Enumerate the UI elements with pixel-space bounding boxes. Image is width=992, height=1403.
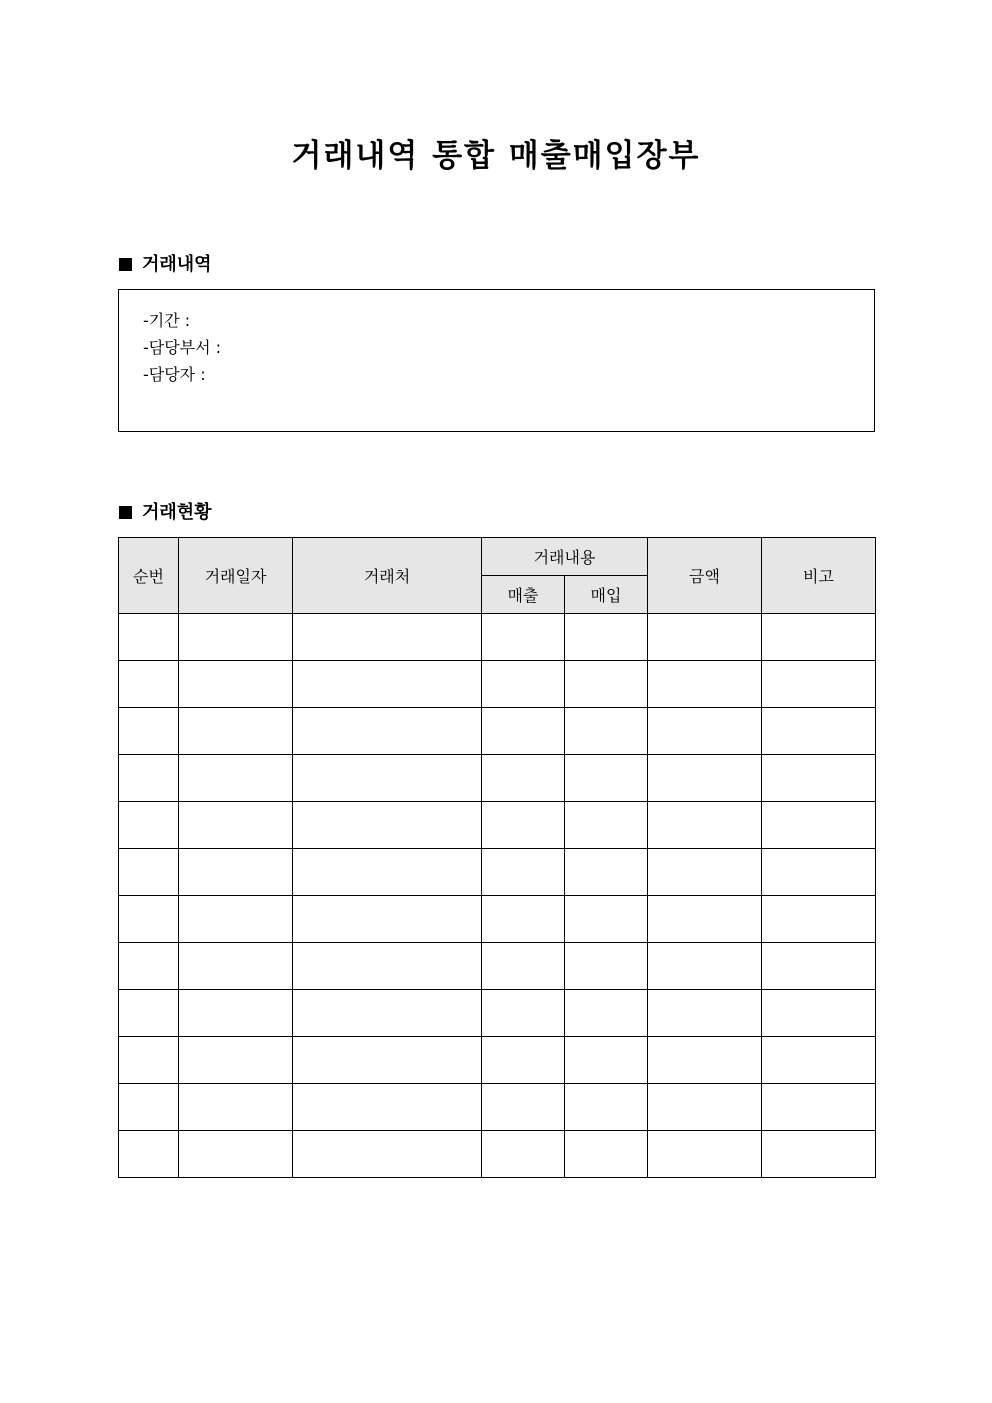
section-heading-transaction-details	[119, 253, 212, 277]
purchase-cell[interactable]	[565, 614, 648, 661]
table-row	[119, 1037, 876, 1084]
date-cell[interactable]	[179, 1131, 293, 1178]
partner-cell[interactable]	[293, 1037, 482, 1084]
amount-cell[interactable]	[648, 896, 762, 943]
square-bullet-icon	[119, 506, 132, 519]
partner-cell[interactable]	[293, 708, 482, 755]
seq-cell[interactable]	[119, 1084, 179, 1131]
seq-cell[interactable]	[119, 614, 179, 661]
table-row	[119, 1084, 876, 1131]
seq-cell[interactable]	[119, 1131, 179, 1178]
remarks-cell[interactable]	[762, 708, 876, 755]
amount-cell[interactable]	[648, 943, 762, 990]
partner-cell[interactable]	[293, 990, 482, 1037]
sales-cell[interactable]	[482, 990, 565, 1037]
partner-cell[interactable]	[293, 1084, 482, 1131]
header-sales: 매출	[482, 576, 565, 614]
remarks-cell[interactable]	[762, 990, 876, 1037]
section-heading-label: 거래내역	[142, 254, 212, 275]
department-field[interactable]: -담당부서 :	[143, 338, 222, 357]
sales-cell[interactable]	[482, 802, 565, 849]
partner-cell[interactable]	[293, 896, 482, 943]
date-cell[interactable]	[179, 708, 293, 755]
remarks-cell[interactable]	[762, 1037, 876, 1084]
header-remarks: 비고	[762, 538, 876, 614]
section-heading-transaction-status	[119, 501, 212, 525]
amount-cell[interactable]	[648, 708, 762, 755]
partner-cell[interactable]	[293, 614, 482, 661]
table-row	[119, 802, 876, 849]
page-title: 거래내역 통합 매출매입장부	[291, 138, 701, 174]
sales-cell[interactable]	[482, 708, 565, 755]
partner-cell[interactable]	[293, 661, 482, 708]
sales-cell[interactable]	[482, 896, 565, 943]
table-row	[119, 661, 876, 708]
sales-cell[interactable]	[482, 661, 565, 708]
date-cell[interactable]	[179, 943, 293, 990]
seq-cell[interactable]	[119, 990, 179, 1037]
amount-cell[interactable]	[648, 661, 762, 708]
table-row	[119, 943, 876, 990]
date-cell[interactable]	[179, 755, 293, 802]
date-cell[interactable]	[179, 1084, 293, 1131]
remarks-cell[interactable]	[762, 896, 876, 943]
remarks-cell[interactable]	[762, 614, 876, 661]
purchase-cell[interactable]	[565, 1084, 648, 1131]
header-amount: 금액	[648, 538, 762, 614]
remarks-cell[interactable]	[762, 661, 876, 708]
sales-cell[interactable]	[482, 1084, 565, 1131]
table-row	[119, 708, 876, 755]
section-heading-label: 거래현황	[142, 502, 212, 523]
sales-cell[interactable]	[482, 755, 565, 802]
date-cell[interactable]	[179, 896, 293, 943]
sales-cell[interactable]	[482, 614, 565, 661]
seq-cell[interactable]	[119, 849, 179, 896]
transaction-info-box	[118, 289, 875, 432]
seq-cell[interactable]	[119, 661, 179, 708]
amount-cell[interactable]	[648, 614, 762, 661]
header-seq: 순번	[119, 538, 179, 614]
transaction-ledger-table	[118, 537, 876, 1178]
date-cell[interactable]	[179, 802, 293, 849]
manager-field[interactable]: -담당자 :	[143, 365, 206, 384]
sales-cell[interactable]	[482, 1037, 565, 1084]
purchase-cell[interactable]	[565, 896, 648, 943]
partner-cell[interactable]	[293, 755, 482, 802]
purchase-cell[interactable]	[565, 661, 648, 708]
date-cell[interactable]	[179, 614, 293, 661]
remarks-cell[interactable]	[762, 943, 876, 990]
seq-cell[interactable]	[119, 1037, 179, 1084]
period-field[interactable]: -기간 :	[143, 311, 191, 330]
table-row	[119, 1131, 876, 1178]
seq-cell[interactable]	[119, 943, 179, 990]
amount-cell[interactable]	[648, 755, 762, 802]
amount-cell[interactable]	[648, 1037, 762, 1084]
purchase-cell[interactable]	[565, 708, 648, 755]
sales-cell[interactable]	[482, 943, 565, 990]
header-content: 거래내용	[482, 538, 648, 576]
partner-cell[interactable]	[293, 1131, 482, 1178]
partner-cell[interactable]	[293, 849, 482, 896]
remarks-cell[interactable]	[762, 755, 876, 802]
remarks-cell[interactable]	[762, 1131, 876, 1178]
date-cell[interactable]	[179, 661, 293, 708]
amount-cell[interactable]	[648, 990, 762, 1037]
amount-cell[interactable]	[648, 849, 762, 896]
remarks-cell[interactable]	[762, 802, 876, 849]
seq-cell[interactable]	[119, 896, 179, 943]
header-partner: 거래처	[293, 538, 482, 614]
sales-cell[interactable]	[482, 1131, 565, 1178]
partner-cell[interactable]	[293, 943, 482, 990]
amount-cell[interactable]	[648, 1131, 762, 1178]
partner-cell[interactable]	[293, 802, 482, 849]
purchase-cell[interactable]	[565, 755, 648, 802]
header-date: 거래일자	[179, 538, 293, 614]
date-cell[interactable]	[179, 849, 293, 896]
table-row	[119, 990, 876, 1037]
purchase-cell[interactable]	[565, 990, 648, 1037]
seq-cell[interactable]	[119, 708, 179, 755]
date-cell[interactable]	[179, 1037, 293, 1084]
purchase-cell[interactable]	[565, 1131, 648, 1178]
table-row	[119, 849, 876, 896]
header-purchase: 매입	[565, 576, 648, 614]
sales-cell[interactable]	[482, 849, 565, 896]
purchase-cell[interactable]	[565, 1037, 648, 1084]
square-bullet-icon	[119, 258, 132, 271]
remarks-cell[interactable]	[762, 1084, 876, 1131]
table-row	[119, 755, 876, 802]
seq-cell[interactable]	[119, 755, 179, 802]
table-row	[119, 614, 876, 661]
purchase-cell[interactable]	[565, 802, 648, 849]
date-cell[interactable]	[179, 990, 293, 1037]
purchase-cell[interactable]	[565, 849, 648, 896]
table-header-row	[119, 538, 876, 576]
remarks-cell[interactable]	[762, 849, 876, 896]
amount-cell[interactable]	[648, 1084, 762, 1131]
amount-cell[interactable]	[648, 802, 762, 849]
table-body	[119, 614, 876, 1178]
table-row	[119, 896, 876, 943]
purchase-cell[interactable]	[565, 943, 648, 990]
seq-cell[interactable]	[119, 802, 179, 849]
